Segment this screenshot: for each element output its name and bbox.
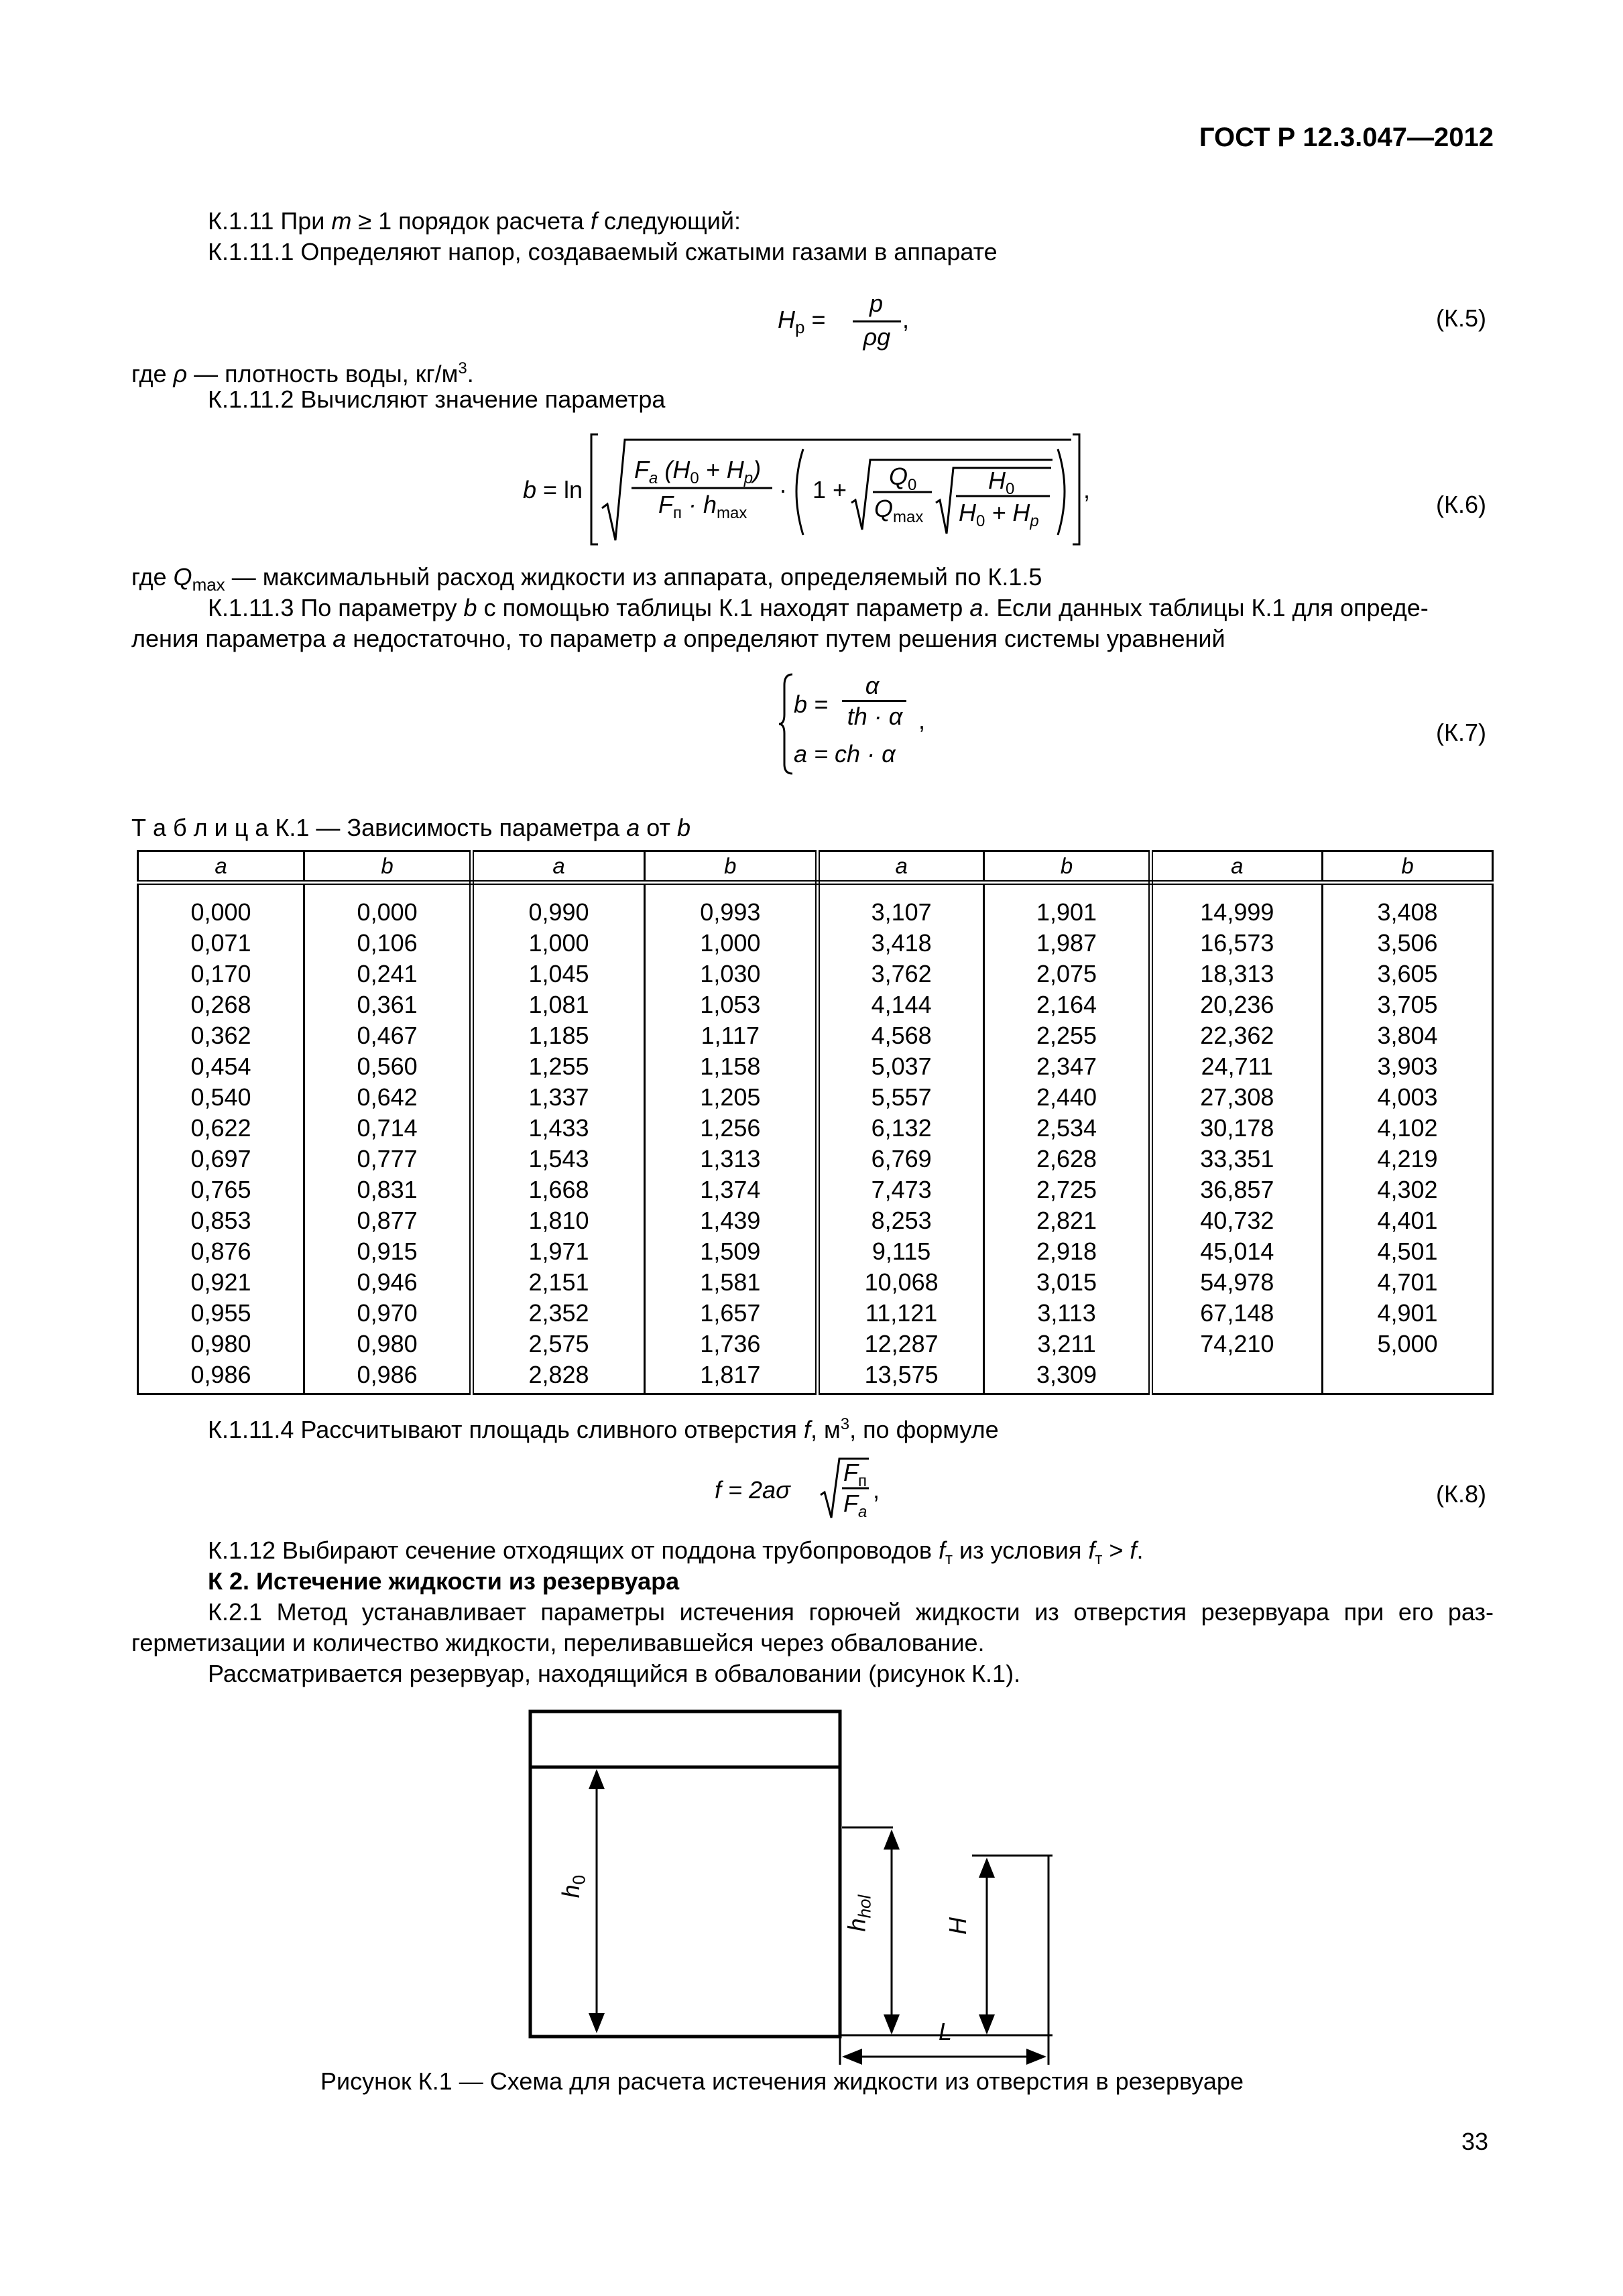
table-cell: 2,725 xyxy=(1036,1176,1097,1203)
table-cell: 3,418 xyxy=(871,929,932,957)
table-cell: 2,075 xyxy=(1036,960,1097,987)
table-cell: 8,253 xyxy=(871,1207,932,1234)
table-cell: 0,970 xyxy=(357,1299,418,1327)
table-cell: 0,955 xyxy=(190,1299,251,1327)
table-cell: 0,876 xyxy=(190,1237,251,1265)
table-column-a3 xyxy=(817,883,984,1394)
table-cell: 1,158 xyxy=(700,1052,761,1080)
equation-k6-drawing xyxy=(516,429,1415,550)
table-cell: 1,433 xyxy=(528,1114,589,1142)
table-cell: 7,473 xyxy=(871,1176,932,1203)
figure-k1 xyxy=(523,1703,1073,2065)
figure-caption: Рисунок К.1 — Схема для расчета истечения жидкости из отверстия в резервуаре xyxy=(320,2067,1244,2095)
table-cell: 3,113 xyxy=(1037,1299,1096,1327)
table-cell: 2,255 xyxy=(1036,1022,1097,1049)
equation-k6: b = ln $F_a$ $(H_0 + H_p)$ $F_п \cdot h_{max}$ · 1 + $Q_0$ $Q_{max}$ $H_0$ $H_0 + H_p$ , xyxy=(516,429,1415,550)
table-cell: 36,857 xyxy=(1200,1176,1274,1203)
paragraph-rho-definition: где ρ — плотность воды, $кг/м^3$. xyxy=(131,359,474,387)
table-cell: 11,121 xyxy=(865,1299,938,1327)
table-cell: 0,000 xyxy=(190,898,251,926)
table-cell: 0,697 xyxy=(190,1145,251,1172)
table-cell: 1,045 xyxy=(528,960,589,987)
table-cell: 0,921 xyxy=(190,1268,251,1296)
table-cell: 0,877 xyxy=(357,1207,418,1234)
table-cell: 16,573 xyxy=(1200,929,1274,957)
table-cell: 40,732 xyxy=(1200,1207,1274,1234)
table-cell: 1,000 xyxy=(528,929,589,957)
table-header-cell: a xyxy=(1150,851,1322,883)
table-cell: 1,987 xyxy=(1036,929,1097,957)
table-cell: 18,313 xyxy=(1200,960,1274,987)
table-cell: 3,705 xyxy=(1377,991,1438,1018)
table-cell: 22,362 xyxy=(1200,1022,1274,1049)
table-cell: 0,986 xyxy=(357,1361,418,1388)
table-column-b1 xyxy=(304,883,472,1394)
paragraph-k1-11-4: К.1.11.4 Рассчитывают площадь сливного отверстия f, $м^3$, по формуле xyxy=(208,1415,999,1443)
table-cell: 1,971 xyxy=(528,1237,589,1265)
paragraph-k1-12: К.1.12 Выбирают сечение отходящих от поддона трубопроводов $f_т$ из условия $f_т > f$. xyxy=(208,1536,1144,1569)
table-column-a4 xyxy=(1150,883,1322,1394)
table-cell: 1,030 xyxy=(700,960,761,987)
table-cell: 45,014 xyxy=(1200,1237,1274,1265)
table-cell: 1,901 xyxy=(1036,898,1097,926)
table-header-cell: a xyxy=(472,851,645,883)
table-cell: 1,313 xyxy=(700,1145,761,1172)
table-cell: 13,575 xyxy=(864,1361,939,1388)
equation-tag-k8: (К.8) xyxy=(1436,1480,1486,1508)
table-cell: 0,915 xyxy=(357,1237,418,1265)
table-header-row xyxy=(138,851,1493,883)
table-cell: 3,804 xyxy=(1377,1022,1438,1049)
equation-tag-k7: (К.7) xyxy=(1436,719,1486,746)
paragraph-k2-1-line2: герметизации и количество жидкости, переливавшейся через обвалование. xyxy=(131,1629,985,1656)
table-cell: 9,115 xyxy=(871,1237,931,1265)
table-cell: 1,185 xyxy=(528,1022,589,1049)
label-h0: $h_0$ xyxy=(557,1874,589,1898)
table-cell: 0,714 xyxy=(357,1114,418,1142)
table-cell: 3,762 xyxy=(871,960,932,987)
table-cell: 0,241 xyxy=(357,960,418,987)
table-cell: 10,068 xyxy=(864,1268,939,1296)
table-cell: 1,337 xyxy=(528,1083,589,1111)
table-cell: 1,581 xyxy=(700,1268,761,1296)
table-cell: 0,980 xyxy=(357,1330,418,1357)
table-cell: 0,946 xyxy=(357,1268,418,1296)
table-cell: 0,170 xyxy=(190,960,251,987)
table-cell: 2,575 xyxy=(528,1330,589,1357)
table-column-b4 xyxy=(1323,883,1493,1394)
table-cell: 3,015 xyxy=(1036,1268,1097,1296)
section-title-k2: К 2. Истечение жидкости из резервуара xyxy=(208,1567,680,1595)
table-cell: 5,037 xyxy=(871,1052,932,1080)
table-cell: 2,628 xyxy=(1036,1145,1097,1172)
table-cell: 0,853 xyxy=(190,1207,251,1234)
paragraph-k2-1-figure-ref: Рассматривается резервуар, находящийся в обваловании (рисунок К.1). xyxy=(208,1660,1021,1687)
table-cell: 3,903 xyxy=(1377,1052,1438,1080)
table-cell: 30,178 xyxy=(1200,1114,1274,1142)
table-cell: 1,374 xyxy=(700,1176,761,1203)
table-cell: 6,132 xyxy=(871,1114,932,1142)
table-cell: 0,361 xyxy=(357,991,418,1018)
table-cell: 0,622 xyxy=(190,1114,251,1142)
table-cell: 5,000 xyxy=(1377,1330,1438,1357)
label-H: H xyxy=(944,1917,971,1935)
table-body-row xyxy=(138,883,1493,1394)
table-column-a2 xyxy=(472,883,645,1394)
table-cell: 2,352 xyxy=(528,1299,589,1327)
table-k1 xyxy=(137,850,1494,1395)
table-cell: 1,117 xyxy=(701,1022,760,1049)
equation-k5: $H_р$ = p ρg , xyxy=(778,290,910,351)
table-cell: 1,081 xyxy=(528,991,589,1018)
table-cell: 0,540 xyxy=(190,1083,251,1111)
table-cell: 4,219 xyxy=(1377,1145,1438,1172)
table-cell: 12,287 xyxy=(864,1330,939,1357)
table-cell: 4,144 xyxy=(871,991,932,1018)
table-cell: 1,205 xyxy=(700,1083,761,1111)
table-cell: 3,605 xyxy=(1377,960,1438,987)
table-cell: 2,828 xyxy=(528,1361,589,1388)
table-cell: 0,765 xyxy=(190,1176,251,1203)
table-cell: 4,501 xyxy=(1377,1237,1438,1265)
table-cell: 2,164 xyxy=(1036,991,1097,1018)
table-cell: 0,000 xyxy=(357,898,418,926)
table-cell: 6,769 xyxy=(871,1145,932,1172)
table-cell: 24,711 xyxy=(1201,1052,1274,1080)
table-cell: 1,543 xyxy=(528,1145,589,1172)
table-column-a1 xyxy=(138,883,304,1394)
table-cell: 54,978 xyxy=(1200,1268,1274,1296)
table-column-b3 xyxy=(984,883,1150,1394)
table-cell: 2,821 xyxy=(1036,1207,1097,1234)
table-cell: 0,993 xyxy=(700,898,761,926)
table-cell: 74,210 xyxy=(1200,1330,1274,1357)
table-cell: 1,509 xyxy=(700,1237,761,1265)
table-cell: 0,831 xyxy=(357,1176,418,1203)
table-cell: 0,642 xyxy=(357,1083,418,1111)
table-cell: 2,151 xyxy=(528,1268,589,1296)
table-cell: 33,351 xyxy=(1200,1145,1274,1172)
paragraph-k1-11-3-line1: К.1.11.3 По параметру b с помощью таблицы К.1 находят параметр a. Если данных таблицы К.1 для опреде- xyxy=(208,594,1429,621)
table-cell: 0,268 xyxy=(190,991,251,1018)
paragraph-k1-11-1: К.1.11.1 Определяют напор, создаваемый сжатыми газами в аппарате xyxy=(208,238,998,265)
document-header: ГОСТ Р 12.3.047—2012 xyxy=(1199,123,1494,152)
equation-tag-k6: (К.6) xyxy=(1436,491,1486,518)
table-cell: 14,999 xyxy=(1200,898,1274,926)
table-header-cell: b xyxy=(644,851,817,883)
table-cell: 4,701 xyxy=(1377,1268,1438,1296)
table-cell: 3,506 xyxy=(1377,929,1438,957)
table-cell: 0,467 xyxy=(357,1022,418,1049)
figure-k1-drawing xyxy=(523,1703,1073,2065)
table-header-cell: a xyxy=(817,851,984,883)
label-L: L xyxy=(939,2018,953,2045)
table-cell: 4,901 xyxy=(1377,1299,1438,1327)
table-cell: 1,255 xyxy=(528,1052,589,1080)
table-cell: 2,347 xyxy=(1036,1052,1097,1080)
table-cell: 4,102 xyxy=(1377,1114,1438,1142)
equation-tag-k5: (К.5) xyxy=(1436,304,1486,332)
table-header-cell: b xyxy=(984,851,1150,883)
paragraph-qmax-definition: где $Q_{max}$ — максимальный расход жидкости из аппарата, определяемый по К.1.5 xyxy=(131,563,1042,595)
table-cell: 0,454 xyxy=(190,1052,251,1080)
table-cell: 5,557 xyxy=(871,1083,932,1111)
table-cell: 67,148 xyxy=(1200,1299,1274,1327)
table-cell: 27,308 xyxy=(1200,1083,1274,1111)
table-cell: 0,362 xyxy=(190,1022,251,1049)
table-cell: 4,003 xyxy=(1377,1083,1438,1111)
table-cell: 4,401 xyxy=(1377,1207,1438,1234)
table-cell: 4,568 xyxy=(871,1022,932,1049)
table-cell: 2,918 xyxy=(1036,1237,1097,1265)
paragraph-k1-11-2: К.1.11.2 Вычисляют значение параметра xyxy=(208,385,666,413)
paragraph-k1-11: К.1.11 При m ≥ 1 порядок расчета f следующий: xyxy=(208,207,741,235)
table-cell: 3,107 xyxy=(871,898,932,926)
table-cell: 0,777 xyxy=(357,1145,418,1172)
table-cell: 1,817 xyxy=(700,1361,761,1388)
table-cell: 0,071 xyxy=(190,929,251,957)
table-cell: 0,980 xyxy=(190,1330,251,1357)
table-cell: 3,408 xyxy=(1377,898,1438,926)
table-cell: 0,986 xyxy=(190,1361,251,1388)
table-header-cell: a xyxy=(138,851,304,883)
table-cell: 3,211 xyxy=(1037,1330,1096,1357)
table-cell: 0,560 xyxy=(357,1052,418,1080)
equation-k7: b = α th · α , a = ch · α xyxy=(778,670,939,778)
paragraph-k2-1-line1: К.2.1 Метод устанавливает параметры истечения горючей жидкости из отверстия резервуара при его раз- xyxy=(208,1598,1494,1626)
table-cell: 0,990 xyxy=(528,898,589,926)
table-caption: Т а б л и ц а К.1 — Зависимость параметра a от b xyxy=(131,814,690,841)
table-header-cell: b xyxy=(304,851,472,883)
table-cell: 1,439 xyxy=(700,1207,761,1234)
table-cell: 2,440 xyxy=(1036,1083,1097,1111)
table-cell: 1,256 xyxy=(700,1114,761,1142)
table-cell: 0,106 xyxy=(357,929,418,957)
table-cell: 1,657 xyxy=(700,1299,761,1327)
equation-k8: f = 2aσ $F_п$ $F_a$ , xyxy=(713,1453,914,1520)
table-cell: 1,053 xyxy=(700,991,761,1018)
table-cell: 2,534 xyxy=(1036,1114,1097,1142)
table-cell: 1,810 xyxy=(528,1207,589,1234)
label-hhol: $h_{hol}$ xyxy=(843,1894,875,1932)
table-cell: 1,736 xyxy=(700,1330,761,1357)
paragraph-k1-11-3-line2: ления параметра a недостаточно, то параметр a определяют путем решения системы уравнений xyxy=(131,625,1225,652)
table-cell: 3,309 xyxy=(1036,1361,1097,1388)
table-column-b2 xyxy=(644,883,817,1394)
page-number: 33 xyxy=(1461,2128,1489,2155)
table-cell: 20,236 xyxy=(1200,991,1274,1018)
table-cell: 1,000 xyxy=(700,929,761,957)
table-header-cell: b xyxy=(1323,851,1493,883)
table-cell: 1,668 xyxy=(528,1176,589,1203)
table-cell: 4,302 xyxy=(1377,1176,1438,1203)
